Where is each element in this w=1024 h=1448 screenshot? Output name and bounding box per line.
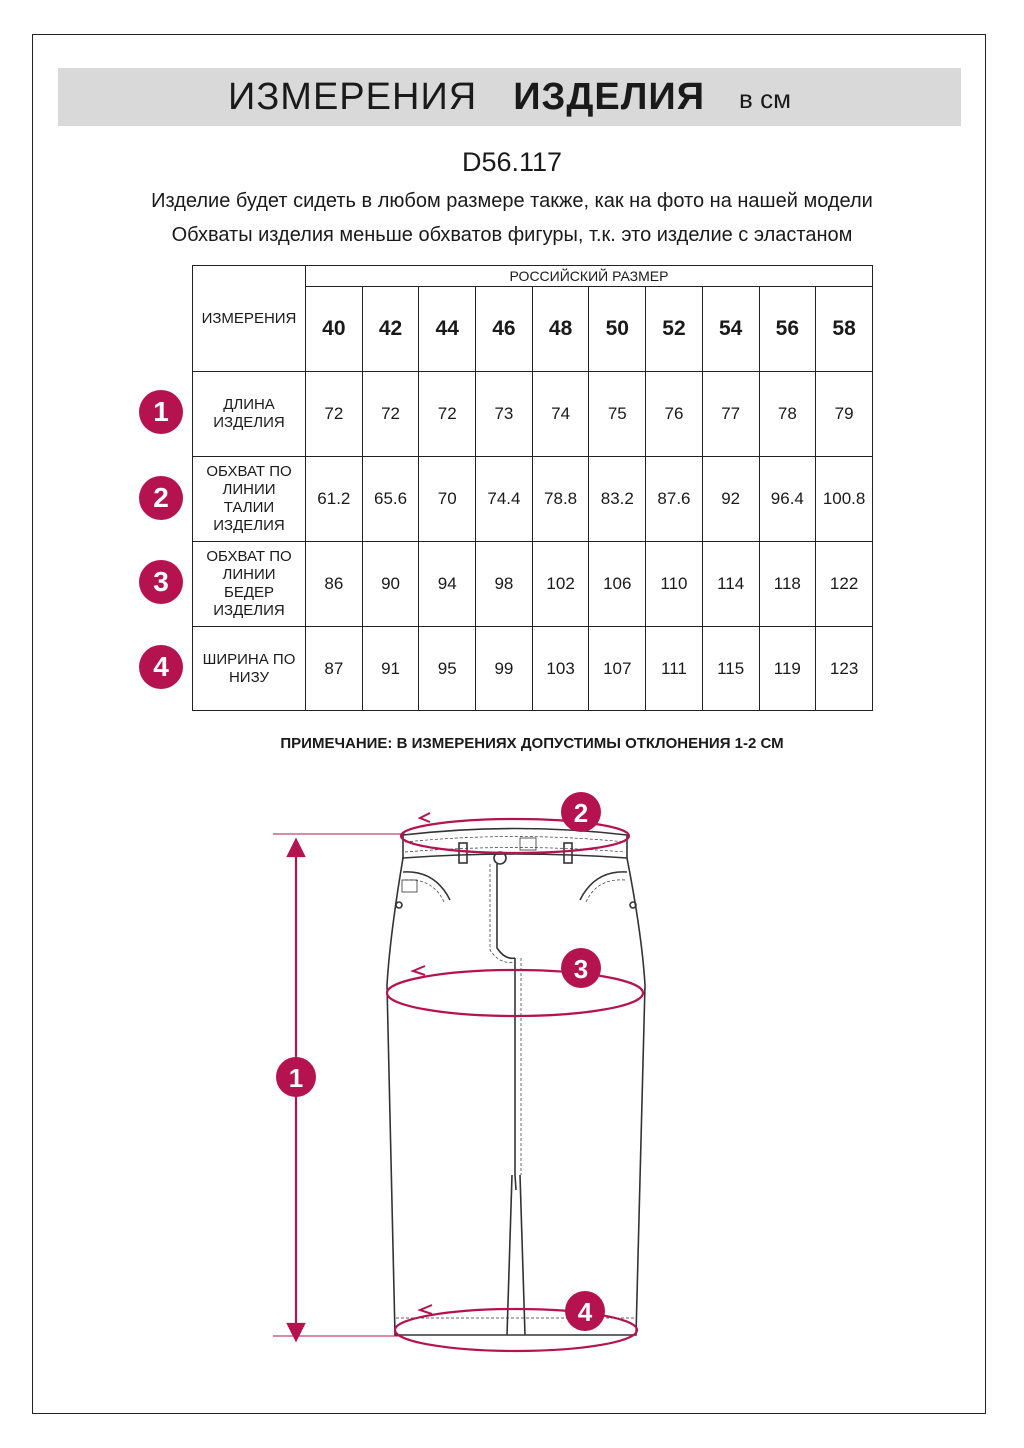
size-cell: 48 (532, 287, 589, 372)
size-cell: 40 (306, 287, 363, 372)
value-cell: 96.4 (759, 457, 816, 542)
skirt-outline (387, 829, 645, 1336)
value-cell: 65.6 (362, 457, 419, 542)
badge-waist: 2 (573, 798, 589, 828)
value-cell: 83.2 (589, 457, 646, 542)
value-cell: 122 (816, 542, 873, 627)
value-cell: 76 (646, 372, 703, 457)
measure-header: ИЗМЕРЕНИЯ (193, 266, 306, 372)
size-cell: 58 (816, 287, 873, 372)
value-cell: 115 (702, 627, 759, 711)
value-cell: 100.8 (816, 457, 873, 542)
row-label-length: ДЛИНА ИЗДЕЛИЯ (193, 372, 306, 457)
value-cell: 87.6 (646, 457, 703, 542)
description-line-1: Изделие будет сидеть в любом размере также, как на фото на нашей модели (151, 190, 873, 212)
row-number-badge: 1 (139, 390, 183, 434)
diagram-badges (276, 792, 605, 1331)
table-row (193, 457, 873, 542)
size-cell: 46 (476, 287, 533, 372)
size-header: РОССИЙСКИЙ РАЗМЕР (306, 266, 873, 287)
row-number-badge: 2 (139, 476, 183, 520)
value-cell: 61.2 (306, 457, 363, 542)
value-cell: 110 (646, 542, 703, 627)
value-cell: 111 (646, 627, 703, 711)
value-cell: 103 (532, 627, 589, 711)
value-cell: 95 (419, 627, 476, 711)
measurement-guides (273, 813, 643, 1351)
value-cell: 86 (306, 542, 363, 627)
value-cell: 87 (306, 627, 363, 711)
value-cell: 102 (532, 542, 589, 627)
size-cell: 44 (419, 287, 476, 372)
value-cell: 91 (362, 627, 419, 711)
value-cell: 98 (476, 542, 533, 627)
value-cell: 99 (476, 627, 533, 711)
value-cell: 114 (702, 542, 759, 627)
tolerance-note: ПРИМЕЧАНИЕ: В ИЗМЕРЕНИЯХ ДОПУСТИМЫ ОТКЛОНЕНИЯ 1-2 СМ (280, 735, 784, 752)
value-cell: 70 (419, 457, 476, 542)
value-cell: 94 (419, 542, 476, 627)
value-cell: 73 (476, 372, 533, 457)
size-cell: 54 (702, 287, 759, 372)
title-measurements: ИЗМЕРЕНИЯ (228, 75, 478, 118)
row-number-badge: 4 (139, 645, 183, 689)
size-cell: 56 (759, 287, 816, 372)
size-cell: 50 (589, 287, 646, 372)
size-cell: 42 (362, 287, 419, 372)
product-code: D56.117 (461, 147, 563, 177)
badge-hips: 3 (573, 954, 589, 984)
size-cell: 52 (646, 287, 703, 372)
skirt-diagram (0, 780, 1024, 1380)
value-cell: 72 (362, 372, 419, 457)
value-cell: 92 (702, 457, 759, 542)
table-row (193, 372, 873, 457)
value-cell: 90 (362, 542, 419, 627)
size-table (192, 265, 873, 711)
value-cell: 123 (816, 627, 873, 711)
title-product: ИЗДЕЛИЯ (513, 75, 706, 118)
value-cell: 119 (759, 627, 816, 711)
row-label-hips: ОБХВАТ ПО ЛИНИИ БЕДЕР ИЗДЕЛИЯ (193, 542, 306, 627)
table-row (193, 627, 873, 711)
value-cell: 75 (589, 372, 646, 457)
description-line-2: Обхваты изделия меньше обхватов фигуры, т.к. это изделие с эластаном (171, 224, 853, 246)
value-cell: 107 (589, 627, 646, 711)
value-cell: 106 (589, 542, 646, 627)
value-cell: 78 (759, 372, 816, 457)
badge-hem: 4 (577, 1297, 593, 1327)
row-number-badge: 3 (139, 560, 183, 604)
value-cell: 72 (306, 372, 363, 457)
title-units: в см (739, 83, 791, 114)
value-cell: 77 (702, 372, 759, 457)
title-bar (58, 68, 961, 126)
value-cell: 118 (759, 542, 816, 627)
value-cell: 72 (419, 372, 476, 457)
value-cell: 74.4 (476, 457, 533, 542)
value-cell: 74 (532, 372, 589, 457)
badge-length: 1 (288, 1063, 304, 1093)
value-cell: 78.8 (532, 457, 589, 542)
row-label-waist: ОБХВАТ ПО ЛИНИИ ТАЛИИ ИЗДЕЛИЯ (193, 457, 306, 542)
row-label-hem: ШИРИНА ПО НИЗУ (193, 627, 306, 711)
value-cell: 79 (816, 372, 873, 457)
table-row (193, 542, 873, 627)
